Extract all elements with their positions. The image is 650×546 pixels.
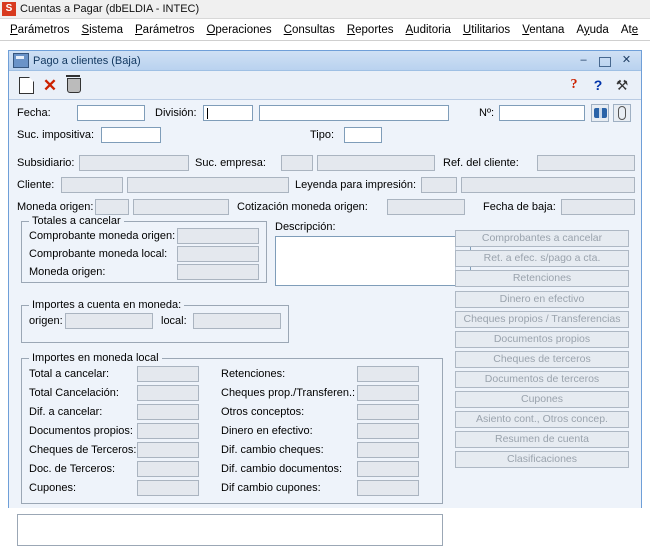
group-title-totales: Totales a cancelar <box>29 215 124 227</box>
label-ref-cliente: Ref. del cliente: <box>443 157 519 169</box>
input-numero[interactable] <box>499 105 585 121</box>
input-cupones[interactable] <box>137 480 199 496</box>
input-ref-cliente[interactable] <box>537 155 635 171</box>
label-subsidiario: Subsidiario: <box>17 157 75 169</box>
red-x-icon: ✕ <box>42 75 58 95</box>
button-resumen-de-cuenta[interactable]: Resumen de cuenta <box>455 431 629 448</box>
clip-icon <box>618 106 626 120</box>
label-cheques-de-terceros: Cheques de Terceros: <box>29 444 137 456</box>
group-title-importes-cuenta: Importes a cuenta en moneda: <box>29 299 184 311</box>
button-cheques-propios-transferencias[interactable]: Cheques propios / Transferencias <box>455 311 629 328</box>
input-suc-empresa-code[interactable] <box>281 155 313 171</box>
input-fecha-baja[interactable] <box>561 199 635 215</box>
input-cotizacion[interactable] <box>387 199 465 215</box>
label-moneda-origen-total: Moneda origen: <box>29 266 106 278</box>
label-dinero-en-efectivo: Dinero en efectivo: <box>221 425 313 437</box>
tools-icon: ⚒ <box>615 76 629 93</box>
button-clasificaciones[interactable]: Clasificaciones <box>455 451 629 468</box>
menu-sistema[interactable]: Sistema <box>81 23 123 36</box>
button-ret-a-efec[interactable]: Ret. a efec. s/pago a cta. <box>455 250 629 267</box>
label-cheques-prop-transferen: Cheques prop./Transferen.: <box>221 387 356 399</box>
input-dif-cambio-documentos[interactable] <box>357 461 419 477</box>
text-caret <box>207 108 208 119</box>
cancel-button[interactable] <box>39 74 61 96</box>
label-documentos-propios: Documentos propios: <box>29 425 133 437</box>
button-comprobantes-a-cancelar[interactable]: Comprobantes a cancelar <box>455 230 629 247</box>
label-cotizacion: Cotización moneda origen: <box>237 201 368 213</box>
menu-auditoria[interactable]: Auditoria <box>405 23 451 36</box>
input-cliente-name[interactable] <box>127 177 289 193</box>
label-total-cancelacion: Total Cancelación: <box>29 387 119 399</box>
input-comprobante-moneda-origen[interactable] <box>177 228 259 244</box>
minimize-button[interactable]: – <box>580 54 587 66</box>
search-button[interactable] <box>591 104 609 122</box>
input-moneda-origen-desc[interactable] <box>133 199 229 215</box>
menu-utilitarios[interactable]: Utilitarios <box>462 23 511 36</box>
label-numero: Nº: <box>479 107 495 119</box>
close-button[interactable]: ✕ <box>621 54 632 66</box>
button-documentos-de-terceros[interactable]: Documentos de terceros <box>455 371 629 388</box>
label-fecha: Fecha: <box>17 107 51 119</box>
window-toolbar <box>9 71 641 100</box>
app-logo-icon: S <box>2 2 16 16</box>
label-doc-de-terceros: Doc. de Terceros: <box>29 463 116 475</box>
label-total-a-cancelar: Total a cancelar: <box>29 368 110 380</box>
menu-ventana[interactable]: Ventana <box>522 23 565 36</box>
input-moneda-origen-code[interactable] <box>95 199 129 215</box>
label-otros-conceptos: Otros conceptos: <box>221 406 305 418</box>
child-window-title: Pago a clientes (Baja) <box>33 54 141 67</box>
input-suc-impositiva[interactable] <box>101 127 161 143</box>
trash-icon <box>67 78 81 93</box>
bottom-blank-panel <box>17 514 443 546</box>
input-division-desc[interactable] <box>259 105 449 121</box>
input-leyenda-code[interactable] <box>421 177 457 193</box>
label-suc-impositiva: Suc. impositiva: <box>17 129 95 141</box>
input-importe-origen[interactable] <box>65 313 153 329</box>
input-descripcion[interactable] <box>275 236 471 286</box>
label-dif-cambio-cupones: Dif cambio cupones: <box>221 482 321 494</box>
label-comprobante-moneda-local: Comprobante moneda local: <box>29 248 168 260</box>
input-dif-a-cancelar[interactable] <box>137 404 199 420</box>
red-question-icon: ? <box>570 77 578 92</box>
input-otros-conceptos[interactable] <box>357 404 419 420</box>
input-subsidiario[interactable] <box>79 155 189 171</box>
new-button[interactable] <box>15 74 37 96</box>
button-cupones[interactable]: Cupones <box>455 391 629 408</box>
label-fecha-baja: Fecha de baja: <box>483 201 556 213</box>
app-title: Cuentas a Pagar (dbELDIA - INTEC) <box>20 3 200 15</box>
label-division: División: <box>155 107 197 119</box>
form-body <box>9 100 641 508</box>
maximize-button[interactable] <box>599 57 611 67</box>
child-titlebar[interactable] <box>9 51 641 71</box>
menu-parametros-2[interactable]: Parámetros <box>135 23 195 36</box>
child-window-pago-a-clientes <box>8 50 642 508</box>
input-tipo[interactable] <box>344 127 382 143</box>
input-dif-cambio-cupones[interactable] <box>357 480 419 496</box>
menu-reportes[interactable]: Reportes <box>346 23 394 36</box>
blue-question-icon: ? <box>593 77 603 93</box>
label-importe-origen: origen: <box>29 315 63 327</box>
label-dif-cambio-cheques: Dif. cambio cheques: <box>221 444 324 456</box>
input-moneda-origen-total[interactable] <box>177 264 259 280</box>
help-button[interactable] <box>587 74 609 96</box>
app-titlebar <box>0 0 650 19</box>
input-dif-cambio-cheques[interactable] <box>357 442 419 458</box>
button-retenciones[interactable]: Retenciones <box>455 270 629 287</box>
label-moneda-origen: Moneda origen: <box>17 201 94 213</box>
label-cupones: Cupones: <box>29 482 77 494</box>
label-dif-a-cancelar: Dif. a cancelar: <box>29 406 103 418</box>
label-importe-local: local: <box>161 315 187 327</box>
input-doc-de-terceros[interactable] <box>137 461 199 477</box>
input-division[interactable] <box>203 105 253 121</box>
window-icon <box>13 53 29 68</box>
mdi-area <box>0 41 650 507</box>
new-document-icon <box>19 77 34 94</box>
attach-button[interactable] <box>613 104 631 122</box>
input-total-cancelacion[interactable] <box>137 385 199 401</box>
input-dinero-en-efectivo[interactable] <box>357 423 419 439</box>
label-tipo: Tipo: <box>310 129 335 141</box>
menu-consultas[interactable]: Consultas <box>283 23 335 36</box>
label-suc-empresa: Suc. empresa: <box>195 157 266 169</box>
label-leyenda: Leyenda para impresión: <box>295 179 417 191</box>
input-cheques-prop-transferen[interactable] <box>357 385 419 401</box>
label-comprobante-moneda-origen: Comprobante moneda origen: <box>29 230 176 242</box>
menu-ayuda[interactable]: Ayuda <box>576 23 609 36</box>
query-button[interactable] <box>563 74 585 96</box>
tools-button[interactable] <box>611 74 633 96</box>
input-comprobante-moneda-local[interactable] <box>177 246 259 262</box>
input-cheques-de-terceros[interactable] <box>137 442 199 458</box>
menu-parametros[interactable]: Parámetros <box>10 23 70 36</box>
label-descripcion: Descripción: <box>275 221 336 233</box>
menubar[interactable] <box>0 19 650 41</box>
menu-operaciones[interactable]: Operaciones <box>206 23 272 36</box>
input-fecha[interactable] <box>77 105 145 121</box>
label-dif-cambio-documentos: Dif. cambio documentos: <box>221 463 343 475</box>
group-title-importes-local: Importes en moneda local <box>29 352 162 364</box>
button-cheques-de-terceros[interactable]: Cheques de terceros <box>455 351 629 368</box>
delete-button[interactable] <box>63 74 85 96</box>
input-importe-local[interactable] <box>193 313 281 329</box>
button-documentos-propios[interactable]: Documentos propios <box>455 331 629 348</box>
input-retenciones[interactable] <box>357 366 419 382</box>
input-cliente-code[interactable] <box>61 177 123 193</box>
button-asiento-cont-otros-concep[interactable]: Asiento cont., Otros concep. <box>455 411 629 428</box>
binoculars-icon <box>594 108 607 118</box>
input-leyenda-desc[interactable] <box>461 177 635 193</box>
input-suc-empresa-desc[interactable] <box>317 155 435 171</box>
input-total-a-cancelar[interactable] <box>137 366 199 382</box>
input-documentos-propios[interactable] <box>137 423 199 439</box>
label-cliente: Cliente: <box>17 179 55 191</box>
button-dinero-en-efectivo[interactable]: Dinero en efectivo <box>455 291 629 308</box>
menu-atencion[interactable]: Ate <box>620 23 639 36</box>
label-retenciones: Retenciones: <box>221 368 286 380</box>
